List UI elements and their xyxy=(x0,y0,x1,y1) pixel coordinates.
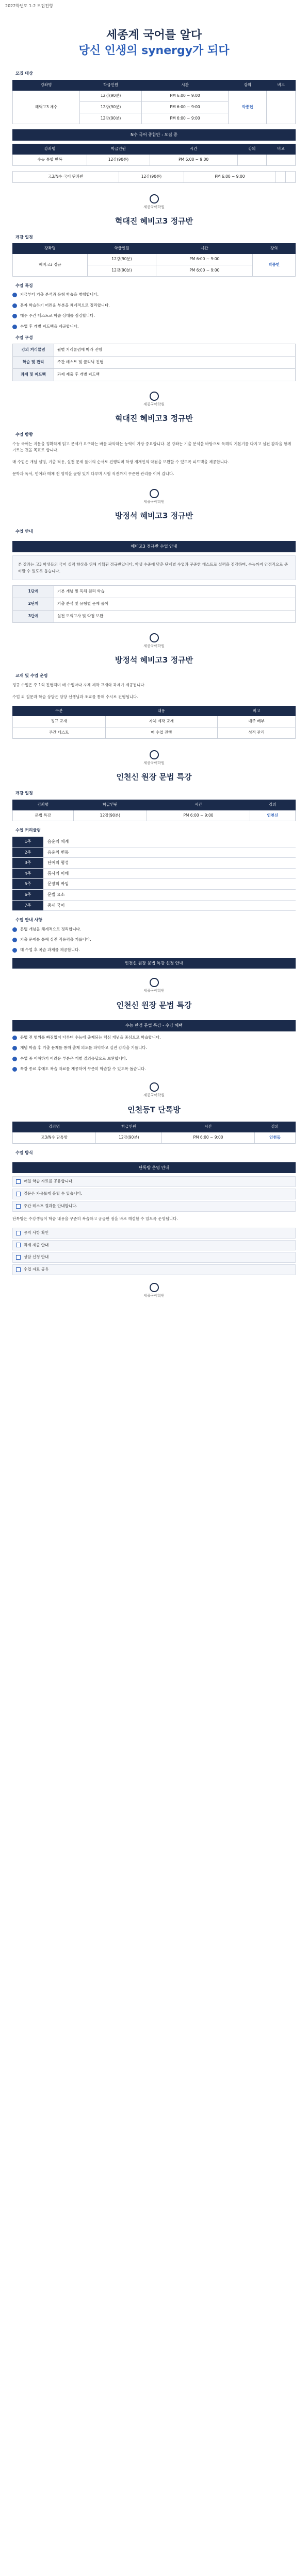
logo xyxy=(0,1076,308,1101)
logo-icon xyxy=(150,392,159,401)
logo xyxy=(0,385,308,410)
table-cell: 12강(90분) xyxy=(80,90,142,101)
logo xyxy=(0,744,308,769)
list-item xyxy=(12,901,296,911)
bullet-icon xyxy=(12,1046,17,1050)
section-2-label: 개강 일정 xyxy=(15,234,33,240)
logo xyxy=(0,972,308,996)
logo-icon xyxy=(150,1283,159,1292)
table-cell: 12강(90분) xyxy=(87,154,150,165)
table-cell: 매주 배부 xyxy=(217,716,295,727)
rank-value: 문법 요소 xyxy=(47,892,65,897)
table-header: 과제 및 피드백 xyxy=(13,369,54,381)
table-row xyxy=(13,585,296,598)
rank-value: 단어의 형성 xyxy=(47,860,69,866)
section-5-para-1: 정규 수업은 주 1회 진행되며 매 수업마다 자체 제작 교재와 과제가 제공됩니다. xyxy=(12,683,145,688)
list-item xyxy=(12,302,296,309)
checklist-text: 수업 자료 공유 xyxy=(24,1267,49,1272)
table-cell: 기출 분석 및 유형별 문제 풀이 xyxy=(54,598,296,610)
table-header-row xyxy=(13,1122,296,1132)
section-4-info-table xyxy=(12,585,296,623)
rank-value: 중세 국어 xyxy=(47,903,65,908)
table-cell: 자체 제작 교재 xyxy=(105,716,217,727)
table-header: 강의 xyxy=(237,144,266,155)
table-header: 강좌명 xyxy=(13,144,87,155)
rank-value: 음운의 변동 xyxy=(47,850,69,855)
logo-text: 세종국어학원 xyxy=(143,1294,165,1298)
table-cell: 박종헌 xyxy=(253,254,296,277)
logo-text: 세종국어학원 xyxy=(143,989,165,993)
table-header: 1단계 xyxy=(13,585,54,598)
rank-value: 품사의 이해 xyxy=(47,871,69,876)
bullet-text: 개념 학습 후 기출 문제를 통해 출제 의도를 파악하고 실전 감각을 기릅니다. xyxy=(20,1045,147,1050)
table-header: 학습 및 관리 xyxy=(13,357,54,369)
section-2-table xyxy=(12,243,296,277)
section-1-table-3 xyxy=(12,171,296,183)
section-6 xyxy=(0,789,308,969)
list-item xyxy=(12,1240,296,1251)
bullet-icon xyxy=(12,1036,17,1040)
logo-text: 세종국어학원 xyxy=(143,499,165,504)
rank-key: 3주 xyxy=(12,858,43,868)
section-3-title: 혁대진 혜비고3 정규반 xyxy=(115,414,193,423)
table-cell: PM 6:00 ~ 9:00 xyxy=(162,1132,254,1144)
section-6-table xyxy=(12,800,296,822)
list-item xyxy=(12,1228,296,1239)
section-3-para-3: 문학과 독서, 언어와 매체 전 영역을 균형 있게 다루며 시험 직전까지 꾸준한 관리를 이어 갑니다. xyxy=(12,471,174,476)
rank-key: 6주 xyxy=(12,890,43,900)
list-item xyxy=(12,858,296,869)
list-item xyxy=(12,1176,296,1187)
section-3-label: 수업 방향 xyxy=(15,432,33,437)
logo-icon xyxy=(150,1082,159,1092)
logo-text: 세종국어학원 xyxy=(143,1093,165,1098)
table-header: 시간 xyxy=(150,144,237,155)
bullet-icon xyxy=(12,1067,17,1072)
table-cell xyxy=(275,171,285,182)
list-item xyxy=(12,890,296,901)
checklist-text: 주간 테스트 결과를 안내합니다. xyxy=(24,1204,77,1209)
table-cell: 인천신 xyxy=(250,810,295,821)
hero-title xyxy=(12,28,296,58)
table-cell: 12강(90분) xyxy=(73,810,147,821)
table-header: 2단계 xyxy=(13,598,54,610)
section-8-title: 인천등T 단톡방 xyxy=(127,1105,181,1114)
table-header: 학급인원 xyxy=(73,800,147,810)
rank-key: 7주 xyxy=(12,901,43,911)
table-cell: 혜비고3 정규 xyxy=(13,254,88,277)
table-row xyxy=(13,598,296,610)
logo-text: 세종국어학원 xyxy=(143,402,165,407)
table-cell: 12강(90분) xyxy=(87,265,156,276)
section-5 xyxy=(0,672,308,739)
list-item xyxy=(12,848,296,858)
section-8-para: 단톡방은 수강생들이 학습 내용을 꾸준히 복습하고 궁금한 점을 바로 해결할 수 있도록 운영됩니다. xyxy=(12,1216,178,1221)
table-header: 학급인원 xyxy=(87,244,156,254)
section-1-table xyxy=(12,80,296,125)
bullet-text: 매주 주간 테스트로 학습 상태를 점검합니다. xyxy=(20,313,95,318)
table-header: 강좌명 xyxy=(13,244,88,254)
section-8-checklist xyxy=(12,1176,296,1212)
bullet-icon xyxy=(12,293,17,297)
list-item xyxy=(12,937,296,943)
bullet-text: 혼자 학습하기 어려운 부분을 체계적으로 정리합니다. xyxy=(20,302,110,308)
table-header: 학급인원 xyxy=(80,80,142,90)
table-header-row xyxy=(13,80,296,90)
table-header-row xyxy=(13,706,296,716)
table-row xyxy=(13,357,296,369)
bullet-text: 특강 종료 후에도 복습 자료를 제공하여 꾸준히 학습할 수 있도록 돕습니다. xyxy=(20,1066,146,1072)
table-cell: 수능 통합 반복 xyxy=(13,154,87,165)
logo xyxy=(0,627,308,652)
table-header: 강좌명 xyxy=(13,1122,96,1132)
table-header: 시간 xyxy=(156,244,253,254)
table-cell: 정규 교재 xyxy=(13,716,106,727)
logo-icon xyxy=(150,750,159,759)
rank-key: 1주 xyxy=(12,837,43,847)
checklist-text: 매일 학습 자료를 공유합니다. xyxy=(24,1179,74,1184)
logo xyxy=(0,188,308,213)
section-2-info-label: 수업 구성 xyxy=(15,335,33,340)
table-row xyxy=(13,727,296,739)
list-item xyxy=(12,947,296,953)
section-7-band: 수능 만점 문법 특강 - 수강 혜택 xyxy=(12,1020,296,1031)
section-1 xyxy=(0,70,308,182)
checkbox-icon xyxy=(16,1192,21,1196)
table-cell: 12강(90분) xyxy=(119,171,184,182)
section-4-box-title: 혜비고3 정규반 수업 안내 xyxy=(12,541,296,552)
table-row xyxy=(13,716,296,727)
rank-value: 음운의 체계 xyxy=(47,839,69,844)
table-header: 강좌명 xyxy=(13,800,74,810)
table-header: 강의 xyxy=(229,80,267,90)
table-cell: 주간 테스트 xyxy=(13,727,106,739)
section-7-title: 인천신 원장 문법 특강 xyxy=(116,1000,192,1010)
list-item xyxy=(12,926,296,933)
section-4 xyxy=(0,528,308,622)
logo-text: 세종국어학원 xyxy=(143,643,165,648)
logo xyxy=(0,1277,308,1301)
bullet-icon xyxy=(12,927,17,932)
list-item xyxy=(12,324,296,330)
section-6-notice: 인천신 원장 문법 특강 신청 안내 xyxy=(12,958,296,969)
table-cell: PM 6:00 ~ 9:00 xyxy=(142,113,229,124)
table-row xyxy=(13,1132,296,1144)
section-8 xyxy=(0,1122,308,1275)
table-cell: 과제 제출 후 개별 피드백 xyxy=(54,369,296,381)
rank-key: 4주 xyxy=(12,869,43,879)
list-item xyxy=(12,1264,296,1275)
list-item xyxy=(12,1189,296,1199)
checkbox-icon xyxy=(16,1267,21,1272)
table-header: 강의 xyxy=(250,800,295,810)
rank-value: 문장의 짜임 xyxy=(47,882,69,887)
table-header: 강의 xyxy=(253,244,296,254)
table-row xyxy=(13,254,296,265)
table-cell: 기본 개념 및 독해 원리 학습 xyxy=(54,585,296,598)
table-row xyxy=(13,154,296,165)
table-row xyxy=(13,810,296,821)
list-item xyxy=(12,879,296,890)
bullet-icon xyxy=(12,948,17,953)
bullet-text: 수업 중 이해하기 어려운 부분은 개별 질의응답으로 보완합니다. xyxy=(20,1056,127,1061)
section-1-notice: N수 국어 종합반 : 모집 중 xyxy=(12,129,296,141)
section-1-label: 모집 대상 xyxy=(15,71,33,76)
table-cell: PM 6:00 ~ 9:00 xyxy=(156,265,253,276)
rank-key: 5주 xyxy=(12,879,43,889)
checkbox-icon xyxy=(16,1255,21,1260)
section-8-table xyxy=(12,1122,296,1144)
list-item xyxy=(12,1045,296,1051)
section-1-table-2 xyxy=(12,144,296,166)
list-item xyxy=(12,1056,296,1062)
section-3-para-1: 수능 국어는 지문을 정확하게 읽고 문제가 요구하는 바를 파악하는 능력이 가장 중요합니다. 본 강좌는 기출 분석을 바탕으로 독해의 기본기를 다지고 실전 감각을 함께 기르는 것을 목표로 합니다. xyxy=(12,441,291,453)
list-item xyxy=(12,1252,296,1263)
bullet-text: 문법 개념을 체계적으로 정리합니다. xyxy=(20,926,82,931)
table-header: 학급인원 xyxy=(96,1122,162,1132)
section-4-label: 수업 안내 xyxy=(15,529,33,534)
checkbox-icon xyxy=(16,1179,21,1184)
table-cell xyxy=(267,90,296,124)
table-row xyxy=(13,369,296,381)
table-cell: PM 6:00 ~ 9:00 xyxy=(150,154,237,165)
bullet-icon xyxy=(12,303,17,308)
table-header-row xyxy=(13,144,296,155)
checklist-text: 공지 사항 확인 xyxy=(24,1230,49,1235)
table-cell: PM 6:00 ~ 9:00 xyxy=(147,810,250,821)
section-5-table xyxy=(12,706,296,739)
table-header: 시간 xyxy=(162,1122,254,1132)
table-cell: 실전 모의고사 및 약점 보완 xyxy=(54,610,296,622)
section-6-title: 인천신 원장 문법 특강 xyxy=(116,772,192,782)
bullet-text: 문법 전 범위를 빠짐없이 다루며 수능에 출제되는 핵심 개념을 중심으로 학습합니다. xyxy=(20,1035,161,1040)
bullet-text: 매 수업 후 복습 과제를 제공합니다. xyxy=(20,947,80,953)
list-item xyxy=(12,1066,296,1072)
logo-text: 세종국어학원 xyxy=(143,761,165,766)
table-header: 시간 xyxy=(147,800,250,810)
bullet-icon xyxy=(12,325,17,329)
list-item xyxy=(12,1201,296,1212)
list-item xyxy=(12,313,296,319)
section-8-checklist-2 xyxy=(12,1228,296,1276)
top-bar xyxy=(0,0,308,12)
section-3-para-2: 매 수업은 개념 설명, 기출 적용, 실전 문제 풀이의 순서로 진행되며 학생 개개인의 약점을 보완할 수 있도록 피드백을 제공합니다. xyxy=(12,460,229,465)
table-row xyxy=(13,344,296,357)
table-header: 강좌명 xyxy=(13,80,80,90)
table-header: 구분 xyxy=(13,706,106,716)
logo-icon xyxy=(150,978,159,987)
table-header: 비고 xyxy=(267,80,296,90)
bullet-text: 기출 문제를 통해 실전 적용력을 기릅니다. xyxy=(20,937,91,942)
table-header: 강의 커리큘럼 xyxy=(13,344,54,357)
rank-key: 2주 xyxy=(12,848,43,858)
bullet-icon xyxy=(12,314,17,318)
hero-line1: 세종계 국어를 알다 xyxy=(106,29,202,42)
table-row xyxy=(13,90,296,101)
top-bar-text: 2022학년도 1-2 모집전형 xyxy=(5,4,53,9)
section-6-notes-label: 수업 안내 사항 xyxy=(15,918,42,923)
checkbox-icon xyxy=(16,1204,21,1209)
list-item xyxy=(12,837,296,848)
section-7-bullets xyxy=(12,1035,296,1073)
bullet-text: 수업 후 개별 피드백을 제공합니다. xyxy=(20,324,79,329)
section-8-label: 수업 방식 xyxy=(15,1150,33,1156)
checkbox-icon xyxy=(16,1243,21,1247)
list-item xyxy=(12,292,296,298)
table-cell: 매 수업 진행 xyxy=(105,727,217,739)
bullet-icon xyxy=(12,938,17,942)
section-3 xyxy=(0,431,308,478)
table-cell: 문법 특강 xyxy=(13,810,74,821)
logo-icon xyxy=(150,194,159,204)
section-2-title: 혁대진 혜비고3 정규반 xyxy=(115,216,193,226)
list-item xyxy=(12,1035,296,1041)
hero-line2: 당신 인생의 synergy가 되다 xyxy=(78,44,230,57)
table-header: 내용 xyxy=(105,706,217,716)
section-5-label: 교재 및 수업 운영 xyxy=(15,673,48,679)
table-cell: 성적 관리 xyxy=(217,727,295,739)
table-header: 강의 xyxy=(254,1122,295,1132)
section-2-subtitle: 수업 특징 xyxy=(15,283,33,288)
table-header: 비고 xyxy=(217,706,295,716)
table-cell: 박종헌 xyxy=(229,90,267,124)
table-cell: 12강(90분) xyxy=(80,101,142,113)
bullet-text: 지금부터 기출 분석과 유형 학습을 병행합니다. xyxy=(20,292,99,297)
section-6-ranks xyxy=(12,837,296,911)
table-cell: PM 6:00 ~ 9:00 xyxy=(184,171,276,182)
section-2-bullets xyxy=(12,292,296,330)
table-cell: PM 6:00 ~ 9:00 xyxy=(156,254,253,265)
logo-text: 세종국어학원 xyxy=(143,205,165,209)
checklist-text: 질문은 자유롭게 올릴 수 있습니다. xyxy=(24,1191,83,1196)
table-row xyxy=(13,610,296,622)
section-7 xyxy=(0,1020,308,1072)
table-cell: 고3/N수 국어 단과반 xyxy=(13,171,119,182)
table-row xyxy=(13,171,296,182)
table-cell: PM 6:00 ~ 9:00 xyxy=(142,101,229,113)
table-cell: 월별 커리큘럼에 따라 진행 xyxy=(54,344,296,357)
section-2 xyxy=(0,233,308,382)
section-5-title: 방정석 혜비고3 정규반 xyxy=(115,655,193,665)
table-cell: 인천등 xyxy=(254,1132,295,1144)
section-6-rank-label: 수업 커리큘럼 xyxy=(15,828,41,833)
table-header: 비고 xyxy=(266,144,295,155)
table-cell: 12강(90분) xyxy=(80,113,142,124)
table-cell: 12강(90분) xyxy=(96,1132,162,1144)
table-header: 3단계 xyxy=(13,610,54,622)
table-cell: 혜택고3 재수 xyxy=(13,90,80,124)
table-header-row xyxy=(13,800,296,810)
logo xyxy=(0,483,308,507)
list-item xyxy=(12,869,296,879)
section-6-notes xyxy=(12,926,296,954)
table-header: 시간 xyxy=(142,80,229,90)
hero xyxy=(0,12,308,70)
section-2-info-table xyxy=(12,344,296,381)
table-cell: 고3/N수 단톡방 xyxy=(13,1132,96,1144)
table-cell xyxy=(285,171,295,182)
table-cell xyxy=(266,154,295,165)
checkbox-icon xyxy=(16,1231,21,1235)
bullet-icon xyxy=(12,1057,17,1061)
section-8-checklist-title: 단톡방 운영 안내 xyxy=(12,1162,296,1174)
section-5-para-2: 수업 외 질문과 학습 상담은 담당 선생님과 조교를 통해 수시로 진행됩니다. xyxy=(12,694,138,699)
section-4-box-text: 본 강좌는 고3 학생들의 국어 실력 향상을 위해 기획된 정규반입니다. 학생 수준에 맞춘 단계별 수업과 꾸준한 테스트로 실력을 점검하며, 수능까지 안정적으로 준비할 수 있도록 돕습니다. xyxy=(12,555,296,580)
checklist-text: 상담 신청 안내 xyxy=(24,1255,49,1260)
table-cell: 12강(90분) xyxy=(87,254,156,265)
table-header-row xyxy=(13,244,296,254)
section-6-label: 개강 일정 xyxy=(15,791,33,796)
table-cell: 주간 테스트 및 클리닉 진행 xyxy=(54,357,296,369)
logo-icon xyxy=(150,633,159,642)
checklist-text: 과제 제출 안내 xyxy=(24,1242,49,1247)
logo-icon xyxy=(150,489,159,498)
table-cell: PM 6:00 ~ 9:00 xyxy=(142,90,229,101)
section-4-title: 방정석 혜비고3 정규반 xyxy=(115,511,193,520)
table-header: 학급인원 xyxy=(87,144,150,155)
table-cell xyxy=(237,154,266,165)
